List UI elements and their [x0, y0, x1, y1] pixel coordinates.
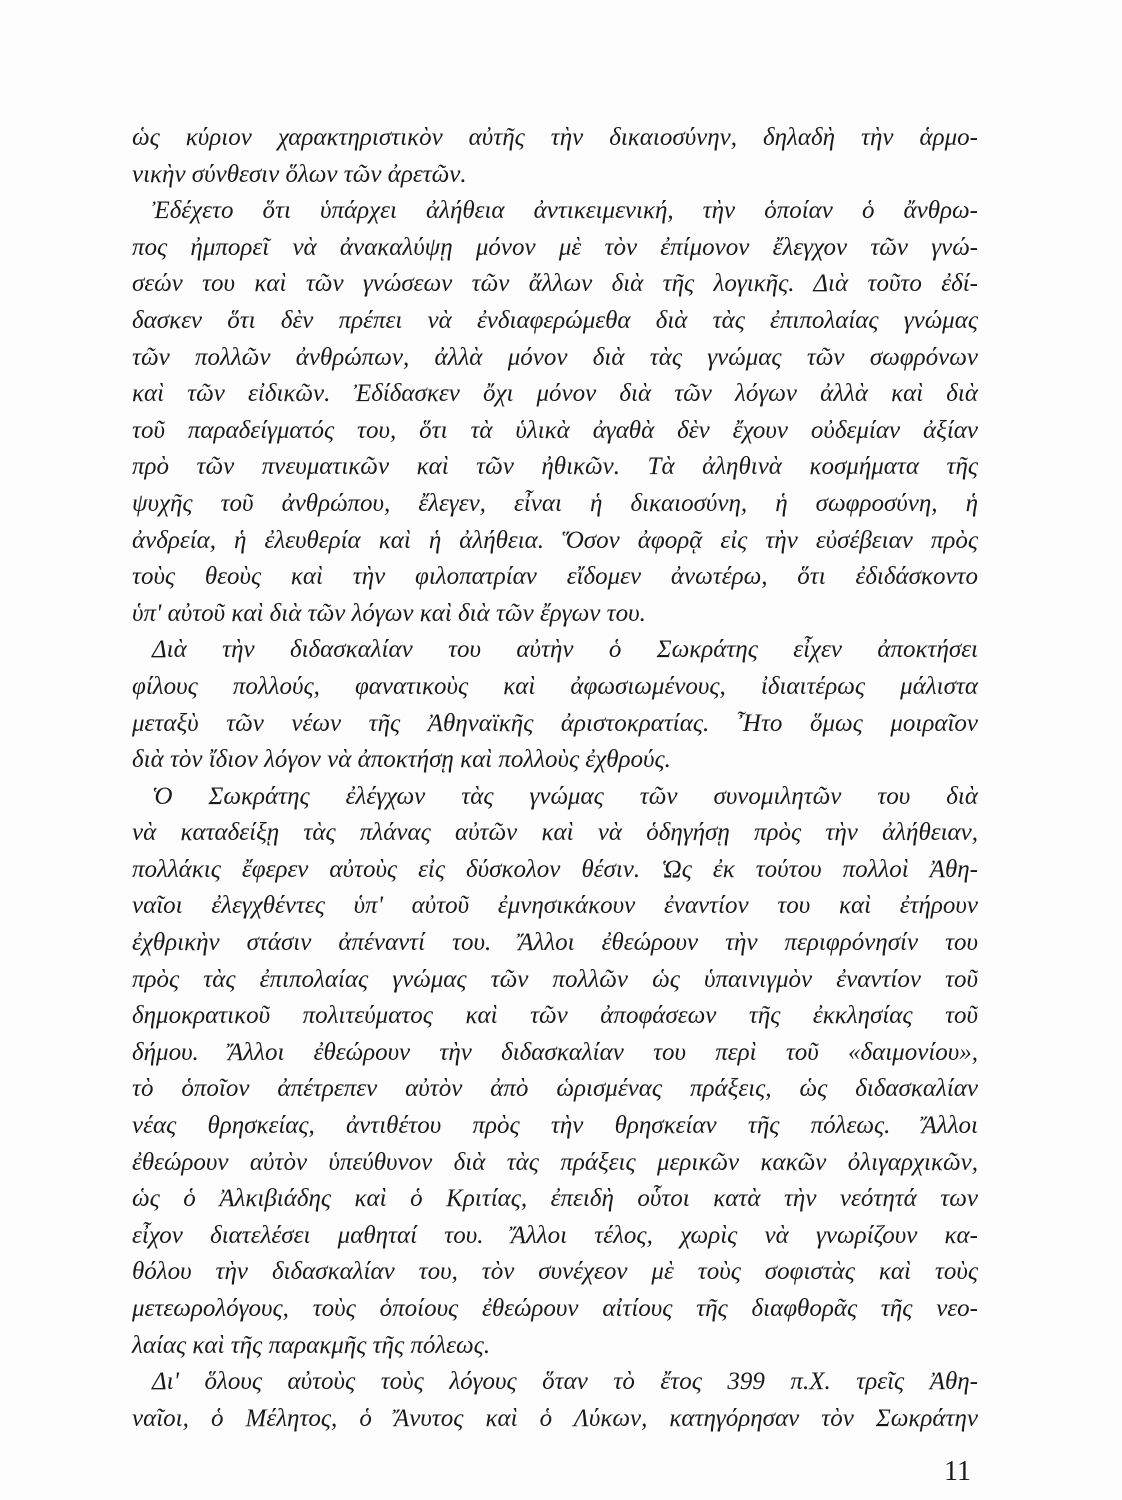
text-line: πρὸς τὰς ἐπιπολαίας γνώμας τῶν πολλῶν ὡς ὑπαινιγμὸν ἐναντίον τοῦ — [132, 965, 978, 993]
text-line: μετεωρολόγους, τοὺς ὁποίους ἐθεώρουν αἰτίους τῆς διαφθορᾶς τῆς νεο- — [132, 1295, 978, 1322]
text-line: τὸ ὁποῖον ἀπέτρεπεν αὐτὸν ἀπὸ ὡρισμένας πράξεις, ὡς διδασκαλίαν — [132, 1075, 978, 1103]
text-line: ὡς κύριον χαρακτηριστικὸν αὐτῆς τὴν δικαιοσύνην, δηλαδὴ τὴν ἁρμο- — [132, 124, 978, 151]
text-line: ὑπ' αὐτοῦ καὶ διὰ τῶν λόγων καὶ διὰ τῶν ἔργων του. — [132, 599, 646, 627]
body-text — [132, 120, 978, 1437]
text-line: ὡς ὁ Ἀλκιβιάδης καὶ ὁ Κριτίας, ἐπειδὴ οὗτοι κατὰ τὴν νεότητά των — [132, 1185, 978, 1213]
text-line: ἀνδρεία, ἡ ἐλευθερία καὶ ἡ ἀλήθεια. Ὅσον ἀφορᾷ εἰς τὴν εὐσέβειαν πρὸς — [132, 526, 978, 554]
page-number: 11 — [944, 1456, 971, 1487]
text-line: ἐθεώρουν αὐτὸν ὑπεύθυνον διὰ τὰς πράξεις μερικῶν κακῶν ὀλιγαρχικῶν, — [132, 1148, 978, 1176]
text-line: πος ἠμπορεῖ νὰ ἀνακαλύψῃ μόνον μὲ τὸν ἐπίμονον ἔλεγχον τῶν γνώ- — [132, 233, 978, 261]
text-line: ναῖοι ἐλεγχθέντες ὑπ' αὐτοῦ ἐμνησικάκουν ἐναντίον του καὶ ἐτήρουν — [132, 892, 978, 920]
text-line: Ἐδέχετο ὅτι ὑπάρχει ἀλήθεια ἀντικειμενική, τὴν ὁποίαν ὁ ἄνθρω- — [152, 197, 978, 225]
text-line: τῶν πολλῶν ἀνθρώπων, ἀλλὰ μόνον διὰ τὰς γνώμας τῶν σωφρόνων — [132, 343, 978, 371]
text-line: νικὴν σύνθεσιν ὅλων τῶν ἀρετῶν. — [132, 160, 467, 188]
text-line: νέας θρησκείας, ἀντιθέτου πρὸς τὴν θρησκείαν τῆς πόλεως. Ἄλλοι — [132, 1112, 978, 1140]
text-line: νὰ καταδείξῃ τὰς πλάνας αὐτῶν καὶ νὰ ὁδηγήσῃ πρὸς τὴν ἀλήθειαν, — [132, 819, 978, 847]
text-line: τοὺς θεοὺς καὶ τὴν φιλοπατρίαν εἴδομεν ἀνωτέρω, ὅτι ἐδιδάσκοντο — [132, 563, 978, 591]
text-line: ἐχθρικὴν στάσιν ἀπέναντί του. Ἄλλοι ἐθεώρουν τὴν περιφρόνησίν του — [132, 929, 978, 957]
text-line: δήμου. Ἄλλοι ἐθεώρουν τὴν διδασκαλίαν του περὶ τοῦ «δαιμονίου», — [132, 1038, 978, 1066]
text-line: ναῖοι, ὁ Μέλητος, ὁ Ἄνυτος καὶ ὁ Λύκων, κατηγόρησαν τὸν Σωκράτην — [132, 1404, 978, 1432]
text-line: καὶ τῶν εἰδικῶν. Ἐδίδασκεν ὄχι μόνον διὰ τῶν λόγων ἀλλὰ καὶ διὰ — [132, 380, 978, 408]
text-line: μεταξὺ τῶν νέων τῆς Ἀθηναϊκῆς ἀριστοκρατίας. Ἦτο ὅμως μοιραῖον — [132, 709, 978, 737]
text-line: Δι' ὅλους αὐτοὺς τοὺς λόγους ὅταν τὸ ἔτος 399 π.Χ. τρεῖς Ἀθη- — [152, 1368, 978, 1396]
text-line: εἶχον διατελέσει μαθηταί του. Ἄλλοι τέλος, χωρὶς νὰ γνωρίζουν κα- — [132, 1221, 978, 1249]
text-line: Διὰ τὴν διδασκαλίαν του αὐτὴν ὁ Σωκράτης εἶχεν ἀποκτήσει — [152, 636, 978, 664]
text-line: τοῦ παραδείγματός του, ὅτι τὰ ὑλικὰ ἀγαθὰ δὲν ἔχουν οὐδεμίαν ἀξίαν — [132, 416, 978, 444]
text-line: πρὸ τῶν πνευματικῶν καὶ τῶν ἠθικῶν. Τὰ ἀληθινὰ κοσμήματα τῆς — [132, 453, 978, 481]
text-line: διὰ τὸν ἴδιον λόγον νὰ ἀποκτήσῃ καὶ πολλοὺς ἐχθρούς. — [132, 746, 671, 774]
text-line: πολλάκις ἔφερεν αὐτοὺς εἰς δύσκολον θέσιν. Ὡς ἐκ τούτου πολλοὶ Ἀθη- — [132, 855, 978, 883]
text-line: Ὁ Σωκράτης ἐλέγχων τὰς γνώμας τῶν συνομιλητῶν του διὰ — [152, 782, 978, 810]
text-line: δασκεν ὅτι δὲν πρέπει νὰ ἐνδιαφερώμεθα διὰ τὰς ἐπιπολαίας γνώμας — [132, 306, 978, 334]
text-line: λαίας καὶ τῆς παρακμῆς τῆς πόλεως. — [132, 1331, 491, 1359]
text-line: δημοκρατικοῦ πολιτεύματος καὶ τῶν ἀποφάσεων τῆς ἐκκλησίας τοῦ — [132, 1002, 978, 1030]
text-line: ψυχῆς τοῦ ἀνθρώπου, ἔλεγεν, εἶναι ἡ δικαιοσύνη, ἡ σωφροσύνη, ἡ — [132, 489, 978, 517]
text-line: σεών του καὶ τῶν γνώσεων τῶν ἄλλων διὰ τῆς λογικῆς. Διὰ τοῦτο ἐδί- — [132, 270, 978, 298]
text-line: θόλου τὴν διδασκαλίαν του, τὸν συνέχεον μὲ τοὺς σοφιστὰς καὶ τοὺς — [132, 1258, 978, 1286]
text-line: φίλους πολλούς, φανατικοὺς καὶ ἀφωσιωμένους, ἰδιαιτέρως μάλιστα — [132, 672, 978, 700]
